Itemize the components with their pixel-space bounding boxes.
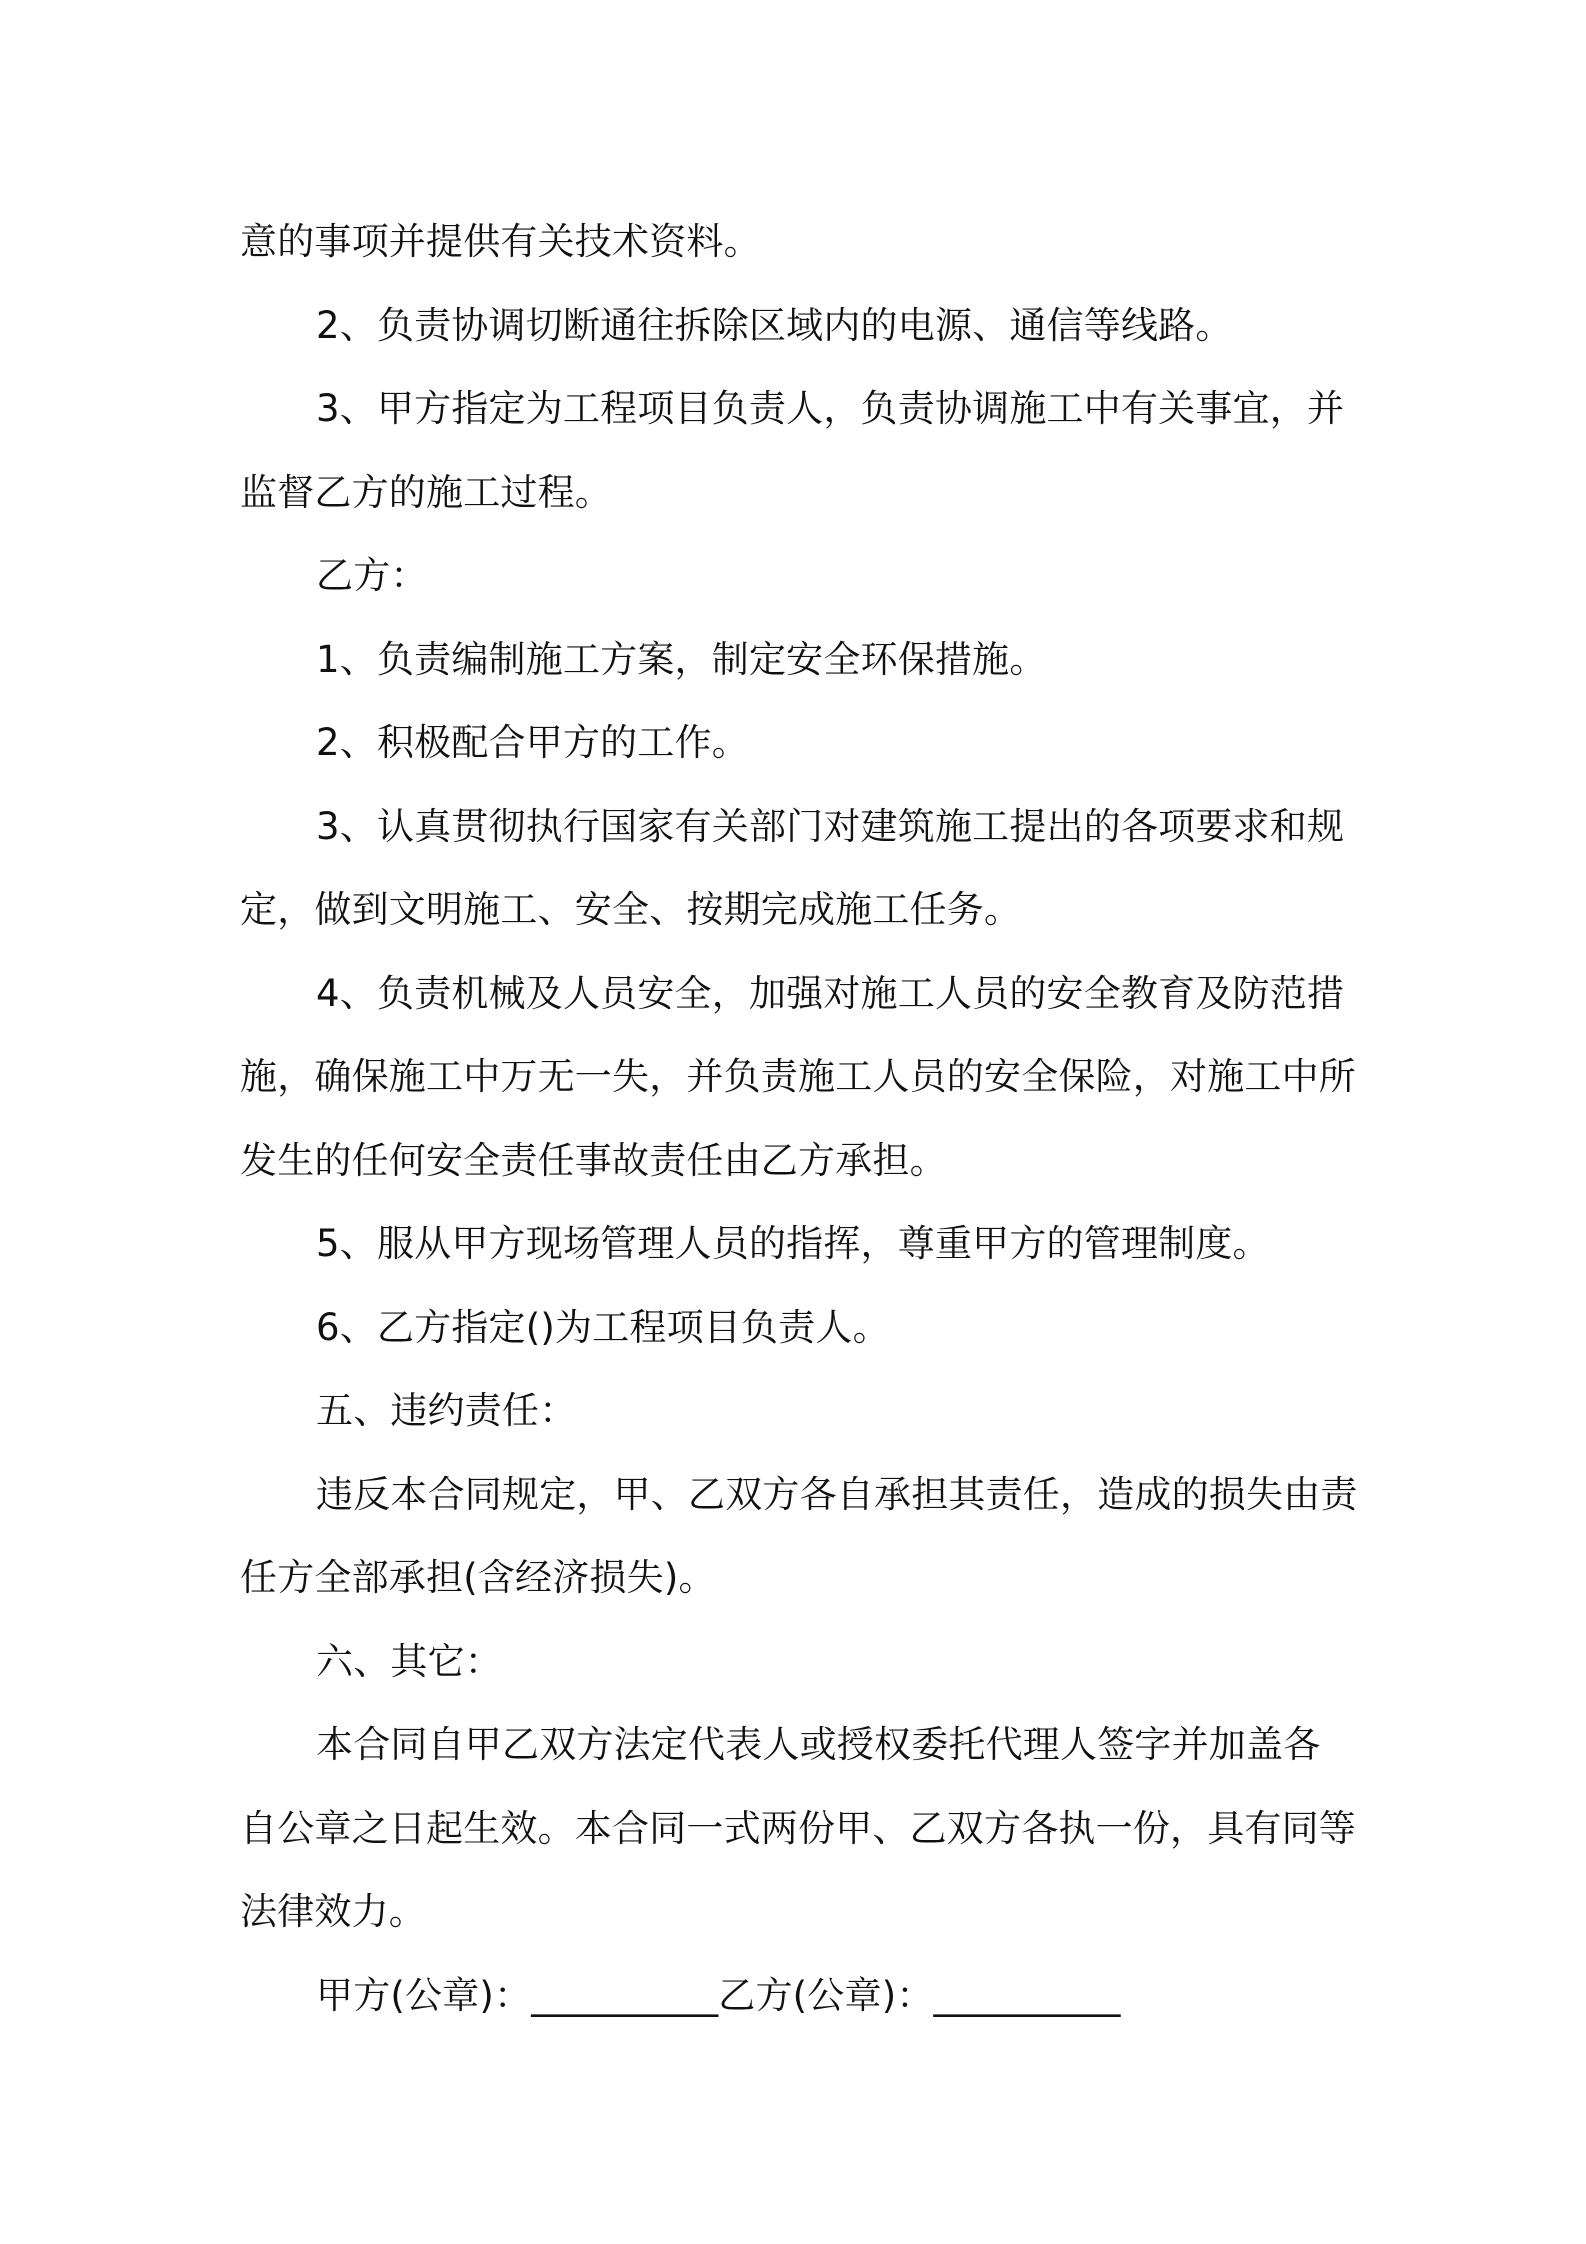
text-line: 3、甲方指定为工程项目负责人，负责协调施工中有关事宜，并 [316, 387, 1345, 430]
text-line: 定，做到文明施工、安全、按期完成施工任务。 [240, 888, 1022, 931]
text-line: 施，确保施工中万无一失，并负责施工人员的安全保险，对施工中所 [240, 1055, 1356, 1098]
text-line: 6、乙方指定()为工程项目负责人。 [316, 1305, 890, 1349]
text-line: 2、负责协调切断通往拆除区域内的电源、通信等线路。 [316, 303, 1233, 347]
text-line: 任方全部承担(含经济损失)。 [240, 1556, 716, 1599]
text-line: 4、负责机械及人员安全，加强对施工人员的安全教育及防范措 [316, 971, 1345, 1015]
text-line: 发生的任何安全责任事故责任由乙方承担。 [240, 1138, 947, 1182]
document-body [240, 200, 1358, 2037]
text-line: 违反本合同规定，甲、乙双方各自承担其责任，造成的损失由责 [316, 1472, 1358, 1516]
text-line: 意的事项并提供有关技术资料。 [240, 220, 761, 263]
section-heading: 乙方： [316, 554, 428, 597]
signature-line: 甲方(公章)：__________乙方(公章)：__________ [316, 1973, 1121, 2017]
text-line: 2、积极配合甲方的工作。 [316, 721, 749, 764]
section-heading: 六、其它： [316, 1639, 502, 1683]
text-line: 5、服从甲方现场管理人员的指挥，尊重甲方的管理制度。 [316, 1222, 1270, 1265]
text-line: 监督乙方的施工过程。 [240, 470, 612, 514]
text-line: 法律效力。 [240, 1890, 426, 1933]
text-line: 本合同自甲乙双方法定代表人或授权委托代理人签字并加盖各 [316, 1723, 1321, 1766]
text-line: 自公章之日起生效。本合同一式两份甲、乙双方各执一份，具有同等 [240, 1806, 1356, 1850]
section-heading: 五、违约责任： [316, 1389, 577, 1432]
text-line: 3、认真贯彻执行国家有关部门对建筑施工提出的各项要求和规 [316, 804, 1345, 848]
text-line: 1、负责编制施工方案，制定安全环保措施。 [316, 637, 1047, 681]
